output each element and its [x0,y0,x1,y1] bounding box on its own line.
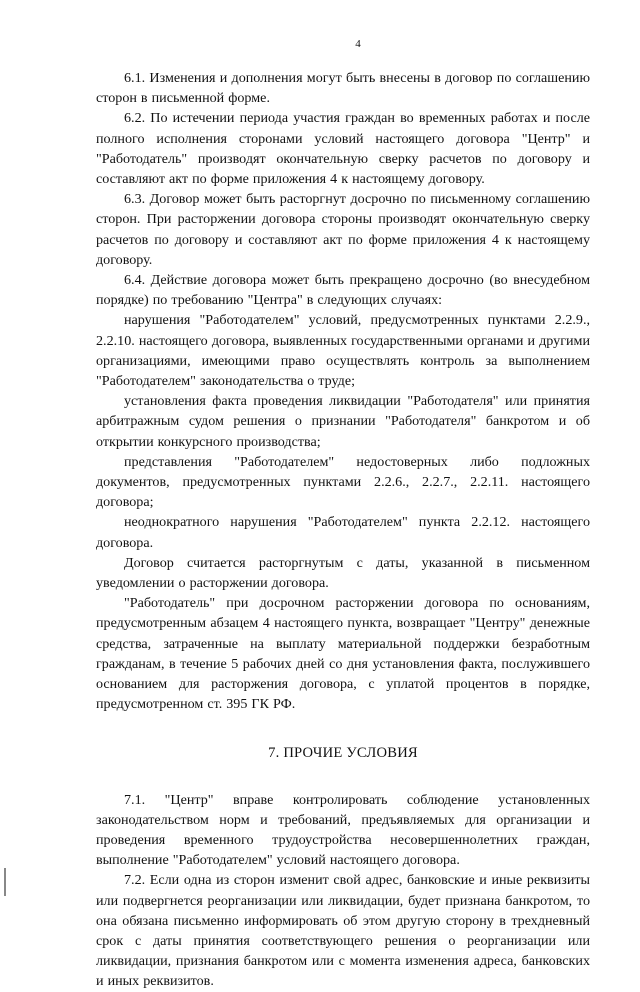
section-7-title: 7. ПРОЧИЕ УСЛОВИЯ [268,744,418,761]
scan-margin-mark [4,868,6,896]
paragraph-7-1: 7.1. "Центр" вправе контролировать соблюдение установленных законодательством норм и требований, предъявляемых для организации и проведения временного трудоустройства несовершеннолетних граждан, выполнение "Работодателем" условий настоящего договора. [96,791,590,869]
paragraph-6-4-refund: "Работодатель" при досрочном расторжении договора по основаниям, предусмотренным абзацем 4 настоящего пункта, возвращает "Центру" денежные средства, затраченные на выплату материальной поддержки безработным гражданам, в течение 5 рабочих дней со дня установления факта, послужившего основанием для расторжения договора, с уплатой процентов в порядке, предусмотренном ст. 395 ГК РФ. [96,595,590,713]
paragraph-6-4-termination: Договор считается расторгнутым с даты, указанной в письменном уведомлении о расторжении договора. [96,554,590,592]
paragraph-6-2: 6.2. По истечении периода участия граждан во временных работах и после полного исполнения сторонами условий настоящего договора "Центр" и "Работодатель" производят окончательную сверку расчетов по договору и составляют акт по форме приложения 4 к настоящему договору. [96,110,590,188]
paragraph-7-2: 7.2. Если одна из сторон изменит свой адрес, банковские и иные реквизиты или подвергнется реорганизации или ликвидации, будет признана банкротом, то она обязана письменно информировать об этом другую сторону в трехдневный срок с даты принятия соответствующего решения о реорганизации или ликвидации, признания банкротом или с момента изменения адреса, банковских и иных реквизитов. [96,872,590,990]
paragraph-6-4-case-4: неоднократного нарушения "Работодателем" пункта 2.2.12. настоящего договора. [96,514,590,551]
section-6 [96,68,590,715]
paragraph-6-1: 6.1. Изменения и дополнения могут быть внесены в договор по соглашению сторон в письменной форме. [96,70,590,107]
paragraph-6-4-case-1: нарушения "Работодателем" условий, предусмотренных пунктами 2.2.9., 2.2.10. настоящего договора, выявленных государственными органами и другими организациями, имеющими право осуществлять контроль за выполнением "Работодателем" законодательства о труде; [96,312,590,390]
paragraph-6-4-case-2: установления факта проведения ликвидации "Работодателя" или принятия арбитражным судом решения о признании "Работодателя" банкротом и об открытии конкурсного производства; [96,393,590,450]
paragraph-6-4: 6.4. Действие договора может быть прекращено досрочно (во внесудебном порядке) по требованию "Центра" в следующих случаях: [96,272,590,309]
paragraph-6-3: 6.3. Договор может быть расторгнут досрочно по письменному соглашению сторон. При расторжении договора стороны производят окончательную сверку расчетов по договору и составляют акт по форме приложения 4 к настоящему договору. [96,191,590,268]
page-number: 4 [355,38,361,50]
paragraph-6-4-case-3: представления "Работодателем" недостоверных либо подложных документов, предусмотренных пунктами 2.2.6., 2.2.7., 2.2.11. настоящего договора; [96,453,590,511]
section-7 [96,790,590,992]
